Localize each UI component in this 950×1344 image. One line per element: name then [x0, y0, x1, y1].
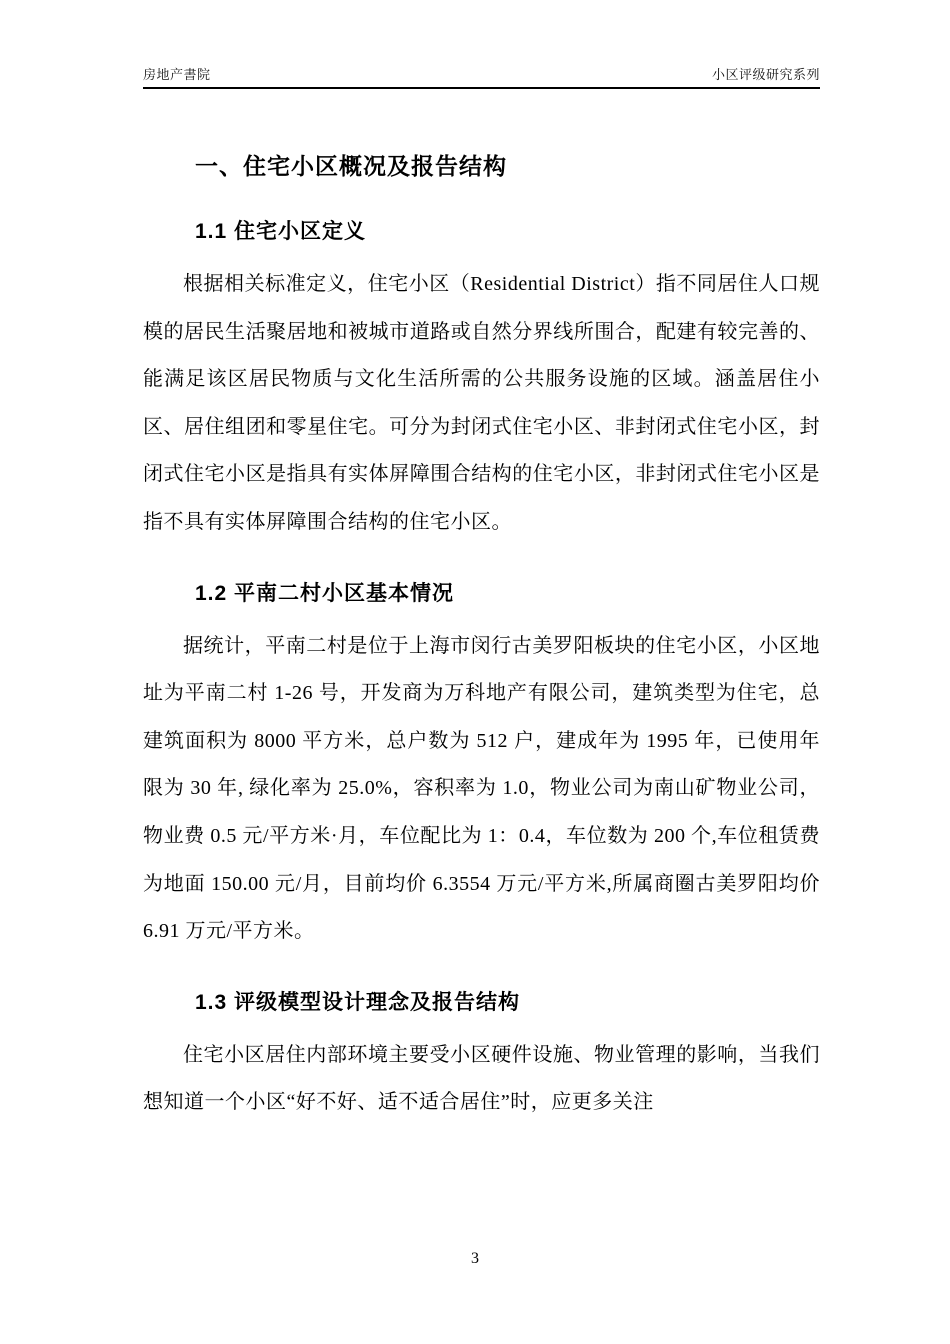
page-header — [143, 64, 820, 83]
paragraph-model-design: 住宅小区居住内部环境主要受小区硬件设施、物业管理的影响，当我们想知道一个小区“好不好、适不适合居住”时，应更多关注 — [143, 1043, 820, 1114]
section-heading-1-1: 1.1 住宅小区定义 — [195, 220, 367, 243]
page-number: 3 — [471, 1250, 479, 1267]
section-heading-1-2: 1.2 平南二村小区基本情况 — [195, 581, 455, 605]
chapter-heading: 一、住宅小区概况及报告结构 — [195, 153, 507, 179]
header-right-title: 小区评级研究系列 — [711, 67, 820, 82]
page-footer — [0, 1250, 950, 1268]
paragraph-basic-info: 据统计，平南二村是位于上海市闵行古美罗阳板块的住宅小区，小区地址为平南二村 1-26 号，开发商为万科地产有限公司，建筑类型为住宅，总建筑面积为 8000 平方米，总户数为 512 户，建成年为 1995 年，已使用年限为 30 年, 绿化率为 25.0%，容积率为 1.0，物业公司为南山矿物业公司，物业费 0.5 元/平方米·月，车位配比为 1：0.4，车位数为 200 个,车位租赁费为地面 150.00 元/月，目前均价 6.3554 万元/平方米,所属商圈古美罗阳均价 6.91 万元/平方米。 — [143, 634, 820, 943]
header-divider — [143, 87, 820, 89]
document-body — [143, 118, 820, 1133]
header-left-title: 房地产書院 — [143, 67, 211, 82]
section-heading-1-3: 1.3 评级模型设计理念及报告结构 — [195, 990, 521, 1014]
paragraph-definition: 根据相关标准定义，住宅小区（Residential District）指不同居住人口规模的居民生活聚居地和被城市道路或自然分界线所围合，配建有较完善的、能满足该区居民物质与文化生活所需的公共服务设施的区域。涵盖居住小区、居住组团和零星住宅。可分为封闭式住宅小区、非封闭式住宅小区，封闭式住宅小区是指具有实体屏障围合结构的住宅小区，非封闭式住宅小区是指不具有实体屏障围合结构的住宅小区。 — [143, 273, 820, 533]
